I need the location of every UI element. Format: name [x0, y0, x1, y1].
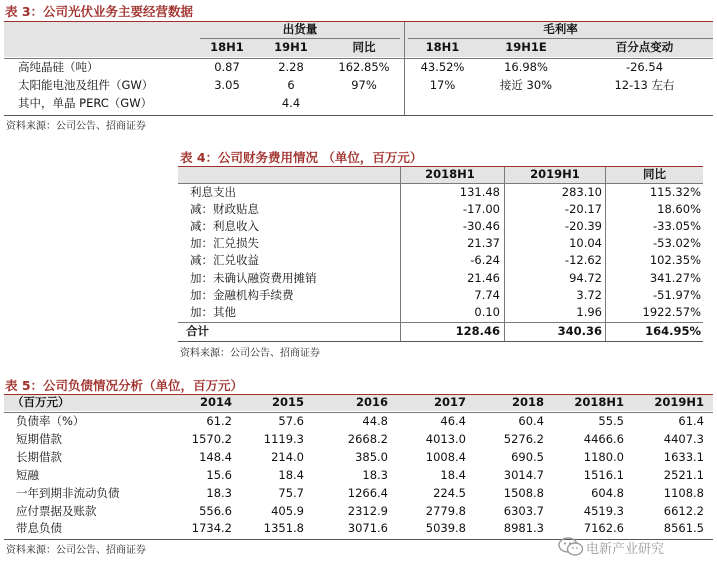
- table4-cell: -6.24: [470, 253, 500, 267]
- table4-total-cell: 340.36: [557, 324, 602, 338]
- table4-cell: 21.46: [467, 271, 500, 285]
- table5-cell: 7162.6: [583, 521, 624, 535]
- table3-col-header: 18H1: [425, 40, 460, 54]
- table5-cell: 148.4: [199, 450, 232, 464]
- table5-cell: 75.7: [278, 486, 304, 500]
- table4-cell: 21.37: [467, 236, 500, 250]
- table5-cell: 1119.3: [263, 432, 304, 446]
- table3-cell: 4.4: [281, 96, 301, 110]
- table5-title: 表 5：公司负债情况分析（单位，百万元）: [5, 378, 244, 393]
- table5-cell: 5039.8: [425, 521, 466, 535]
- table4-cell: 1922.57%: [642, 305, 701, 319]
- table3-col-header: 19H1E: [505, 40, 547, 54]
- table5-cell: 2521.1: [663, 468, 704, 482]
- table5-cell: 224.5: [433, 486, 466, 500]
- table4-row-label: 加：汇兑损失: [190, 236, 259, 250]
- table3-col-header: 同比: [352, 40, 376, 54]
- table5-cell: 3014.7: [503, 468, 544, 482]
- table5-cell: 556.6: [199, 504, 232, 518]
- table5-row-label: 负债率（%）: [16, 414, 85, 428]
- table5-cell: 4466.6: [583, 432, 624, 446]
- table5-cell: 1570.2: [191, 432, 232, 446]
- table5-cell: 15.6: [206, 468, 232, 482]
- table3-row-label: 高纯晶硅（吨）: [18, 60, 99, 74]
- table4-row-label: 利息支出: [190, 185, 236, 199]
- table5-cell: 4519.3: [583, 504, 624, 518]
- table5-unit-header: （百万元）: [12, 395, 70, 409]
- table5-row-label: 短期借款: [16, 432, 62, 446]
- table4-cell: 341.27%: [649, 271, 701, 285]
- table3-bottom-rule: [4, 115, 713, 116]
- table3-cell: 3.05: [214, 78, 240, 92]
- table3-row-label: 其中，单晶 PERC（GW）: [18, 96, 153, 110]
- table4-cell: -51.97%: [653, 288, 701, 302]
- table5-col-header: 2014: [199, 395, 232, 409]
- table5-cell: 18.3: [206, 486, 232, 500]
- table5-cell: 1108.8: [663, 486, 704, 500]
- table4-cell: 102.35%: [649, 253, 701, 267]
- table5-cell: 5276.2: [503, 432, 544, 446]
- watermark-text: 电新产业研究: [586, 542, 665, 557]
- table3-group-shipments: 出货量: [282, 22, 318, 36]
- table4-cell: 10.04: [569, 236, 602, 250]
- table5-cell: 1351.8: [263, 521, 304, 535]
- table5-col-header: 2018H1: [574, 395, 624, 409]
- table4-cell: 3.72: [576, 288, 602, 302]
- table5-row-label: 应付票据及账款: [16, 504, 97, 518]
- table5-cell: 1180.0: [583, 450, 624, 464]
- table5-cell: 2668.2: [347, 432, 388, 446]
- table4-cell: 94.72: [569, 271, 602, 285]
- table5-cell: 1008.4: [425, 450, 466, 464]
- table5-cell: 46.4: [440, 414, 466, 428]
- table5-cell: 3071.6: [347, 521, 388, 535]
- table4-cell: -53.02%: [653, 236, 701, 250]
- table4-col-header: 2018H1: [425, 167, 475, 181]
- table4-total-cell: 164.95%: [645, 324, 701, 338]
- table5-cell: 405.9: [271, 504, 304, 518]
- table5-cell: 61.2: [206, 414, 232, 428]
- wechat-icon: [558, 536, 584, 558]
- table5-cell: 8561.5: [663, 521, 704, 535]
- table5-col-header: 2018: [511, 395, 544, 409]
- table3-source: 资料来源：公司公告、招商证券: [6, 121, 146, 132]
- table4-cell: 115.32%: [649, 185, 701, 199]
- table5-cell: 604.8: [591, 486, 624, 500]
- table3-col-header: 19H1: [274, 40, 308, 54]
- table4-col-header: 同比: [643, 167, 666, 181]
- table4-cell: 1.96: [576, 305, 602, 319]
- table5-cell: 61.4: [678, 414, 704, 428]
- table5-cell: 6612.2: [663, 504, 704, 518]
- table4-row-label: 减：财政贴息: [190, 202, 259, 216]
- table3-row-label: 太阳能电池及组件（GW）: [18, 78, 154, 92]
- table5-cell: 44.8: [362, 414, 388, 428]
- table4-row-label: 加：其他: [190, 305, 236, 319]
- table3-cell: 接近 30%: [499, 78, 553, 92]
- table4-cell: -30.46: [462, 219, 500, 233]
- table5-cell: 690.5: [511, 450, 544, 464]
- table5-col-header: 2016: [355, 395, 388, 409]
- table5-cell: 57.6: [278, 414, 304, 428]
- table5-source: 资料来源：公司公告、招商证券: [6, 545, 146, 556]
- table5-col-header: 2017: [433, 395, 466, 409]
- table3-group-margin: 毛利率: [543, 22, 578, 36]
- table3-cell: 0.87: [214, 60, 240, 74]
- table5-cell: 6303.7: [503, 504, 544, 518]
- table4-cell: -12.62: [564, 253, 602, 267]
- table5-cell: 1266.4: [347, 486, 388, 500]
- table4-col-header: 2019H1: [530, 167, 580, 181]
- table3-cell: 6: [287, 78, 295, 92]
- table3-cell: 2.28: [278, 60, 304, 74]
- table4-cell: 283.10: [561, 185, 602, 199]
- table4-total-cell: 128.46: [455, 324, 500, 338]
- table5-cell: 1508.8: [503, 486, 544, 500]
- table4-cell: 7.74: [474, 288, 500, 302]
- table3-cell: 16.98%: [504, 60, 548, 74]
- table3-cell: 43.52%: [420, 60, 465, 74]
- table5-row-label: 带息负债: [16, 521, 62, 535]
- table5-cell: 1516.1: [583, 468, 624, 482]
- table5-cell: 18.4: [278, 468, 304, 482]
- table4-title: 表 4：公司财务费用情况 （单位，百万元）: [180, 150, 423, 165]
- table3-title: 表 3：公司光伏业务主要经营数据: [5, 4, 194, 19]
- table5-cell: 8981.3: [503, 521, 544, 535]
- table4-row-label: 加：金融机构手续费: [190, 288, 294, 302]
- table5-cell: 18.3: [362, 468, 388, 482]
- table3-cell: 17%: [429, 78, 456, 92]
- table4-cell: -20.39: [564, 219, 602, 233]
- table4-cell: -33.05%: [653, 219, 701, 233]
- table4-cell: -17.00: [462, 202, 500, 216]
- table4-cell: -20.17: [564, 202, 602, 216]
- table3-cell: 12-13 左右: [614, 78, 675, 92]
- table5-cell: 18.4: [440, 468, 466, 482]
- table4-row-label: 减：利息收入: [190, 219, 259, 233]
- table5-row-label: 长期借款: [16, 450, 62, 464]
- table5-cell: 214.0: [271, 450, 304, 464]
- table4-source: 资料来源：公司公告、招商证券: [180, 348, 320, 359]
- table3-col-header: 18H1: [210, 40, 244, 54]
- table5-col-header: 2015: [271, 395, 304, 409]
- table4-bottom-rule: [178, 341, 703, 342]
- table5-cell: 1734.2: [191, 521, 232, 535]
- table4-cell: 18.60%: [657, 202, 701, 216]
- table5-cell: 2312.9: [347, 504, 388, 518]
- table5-cell: 1633.1: [663, 450, 704, 464]
- table3-col-header: 百分点变动: [615, 40, 674, 54]
- table4-row-label: 加：未确认融资费用摊销: [190, 271, 317, 285]
- table3-cell: 162.85%: [338, 60, 390, 74]
- table4-row-label: 减：汇兑收益: [190, 253, 259, 267]
- table5-cell: 60.4: [518, 414, 544, 428]
- table5-row-label: 一年到期非流动负债: [16, 486, 120, 500]
- table5-row-label: 短融: [16, 468, 39, 482]
- table3-cell: 97%: [351, 78, 377, 92]
- table5-cell: 4407.3: [663, 432, 704, 446]
- table5-cell: 385.0: [355, 450, 388, 464]
- table4-cell: 131.48: [459, 185, 500, 199]
- table5-cell: 55.5: [598, 414, 624, 428]
- table3-cell: -26.54: [625, 60, 664, 74]
- table5-col-header: 2019H1: [654, 395, 704, 409]
- table5-cell: 2779.8: [425, 504, 466, 518]
- table4-total-label: 合计: [186, 324, 209, 338]
- table5-cell: 4013.0: [425, 432, 466, 446]
- table4-cell: 0.10: [474, 305, 500, 319]
